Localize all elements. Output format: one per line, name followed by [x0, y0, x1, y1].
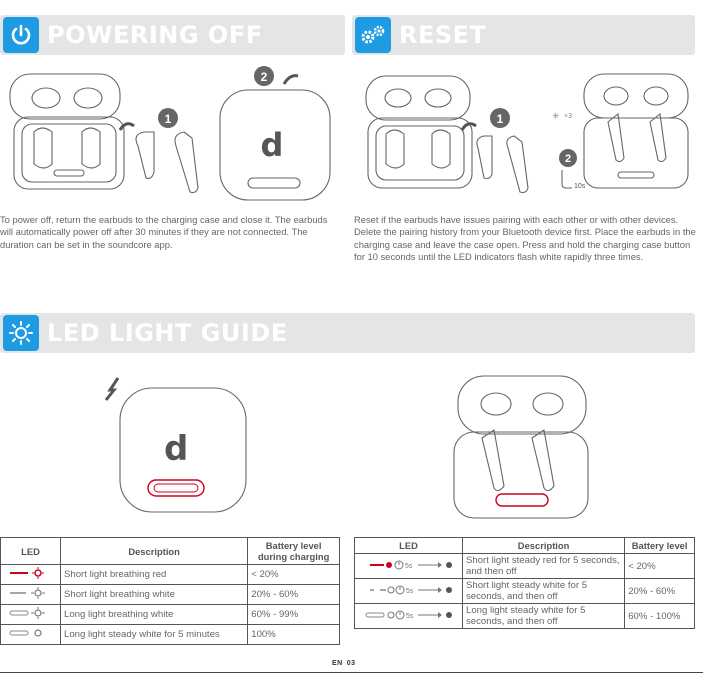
table-header-led: LED — [355, 538, 463, 554]
power-icon — [3, 17, 39, 53]
open-case-illustration — [452, 372, 592, 522]
row-description: Short light breathing white — [60, 585, 247, 605]
svg-text:d: d — [164, 429, 189, 469]
table-header-battery: Battery level — [625, 538, 695, 554]
power-step2-number: 2 — [260, 70, 268, 84]
powering-off-title: POWERING OFF — [47, 21, 263, 49]
footer-page: 03 — [346, 660, 356, 667]
led-table-status — [354, 537, 695, 629]
reset-text: Reset if the earbuds have issues pairing with each other or with other devices. Delete the pairing history from your Bluetooth device first. Place the earbuds in the charging case and leave the case open. Press and hold the charging case button for 10 seconds until the LED indicators flash white rapidly three times. — [354, 214, 696, 263]
reset-step2-number: 2 — [564, 153, 572, 165]
charging-case-illustration — [100, 372, 320, 522]
duration-label: 5s — [406, 587, 414, 595]
sun-icon — [3, 315, 39, 351]
row-description: Short light breathing red — [60, 565, 247, 585]
power-off-illustration — [8, 62, 338, 202]
row-description: Short light steady white for 5 seconds, and then off — [462, 579, 624, 604]
table-row — [355, 554, 695, 579]
row-description: Long light breathing white — [60, 605, 247, 625]
led-indicator-white-breathing-short — [1, 585, 61, 605]
row-description: Short light steady red for 5 seconds, and then off — [462, 554, 624, 579]
table-header-description: Description — [60, 538, 247, 565]
table-row — [1, 585, 340, 605]
led-indicator-white-steady-long — [355, 604, 463, 629]
row-level: < 20% — [625, 554, 695, 579]
row-level: 20% - 60% — [625, 579, 695, 604]
row-description: Long light steady white for 5 minutes — [60, 625, 247, 645]
led-guide-title: LED LIGHT GUIDE — [47, 319, 288, 347]
table-row — [1, 625, 340, 645]
footer-rule — [0, 672, 703, 673]
reset-header — [352, 15, 695, 55]
reset-illustration — [362, 62, 692, 202]
svg-text:d: d — [260, 126, 284, 164]
duration-label: 5s — [406, 612, 414, 620]
power-step1-number: 1 — [164, 112, 172, 126]
svg-text:✳: ✳ — [552, 111, 560, 121]
led-indicator-white-steady-short — [355, 579, 463, 604]
led-indicator-red-breathing — [1, 565, 61, 585]
reset-flash-label: ×3 — [564, 113, 572, 120]
led-indicator-white-steady — [1, 625, 61, 645]
table-row — [355, 579, 695, 604]
power-off-text: To power off, return the earbuds to the charging case and close it. The earbuds will automatically power off after 30 minutes if they are not connected. The duration can be set in the soundcore app. — [0, 214, 328, 250]
row-description: Long light steady white for 5 seconds, and then off — [462, 604, 624, 629]
reset-title: RESET — [399, 21, 487, 49]
led-indicator-red-steady — [355, 554, 463, 579]
duration-label: 5s — [405, 562, 413, 570]
reset-step1-number: 1 — [496, 112, 504, 126]
row-level: < 20% — [248, 565, 340, 585]
table-row — [355, 604, 695, 629]
reset-hold-label: 10s — [574, 183, 586, 190]
row-level: 20% - 60% — [248, 585, 340, 605]
table-header-description: Description — [462, 538, 624, 554]
row-level: 60% - 100% — [625, 604, 695, 629]
table-header-battery: Battery level during charging — [248, 538, 340, 565]
led-indicator-white-breathing-long — [1, 605, 61, 625]
led-guide-header — [0, 313, 695, 353]
led-table-charging — [0, 537, 340, 645]
row-level: 60% - 99% — [248, 605, 340, 625]
powering-off-header — [0, 15, 345, 55]
table-row — [1, 605, 340, 625]
gears-icon — [355, 17, 391, 53]
page-number — [332, 660, 356, 667]
row-level: 100% — [248, 625, 340, 645]
footer-lang: EN — [332, 660, 343, 667]
table-row — [1, 565, 340, 585]
table-header-led: LED — [1, 538, 61, 565]
